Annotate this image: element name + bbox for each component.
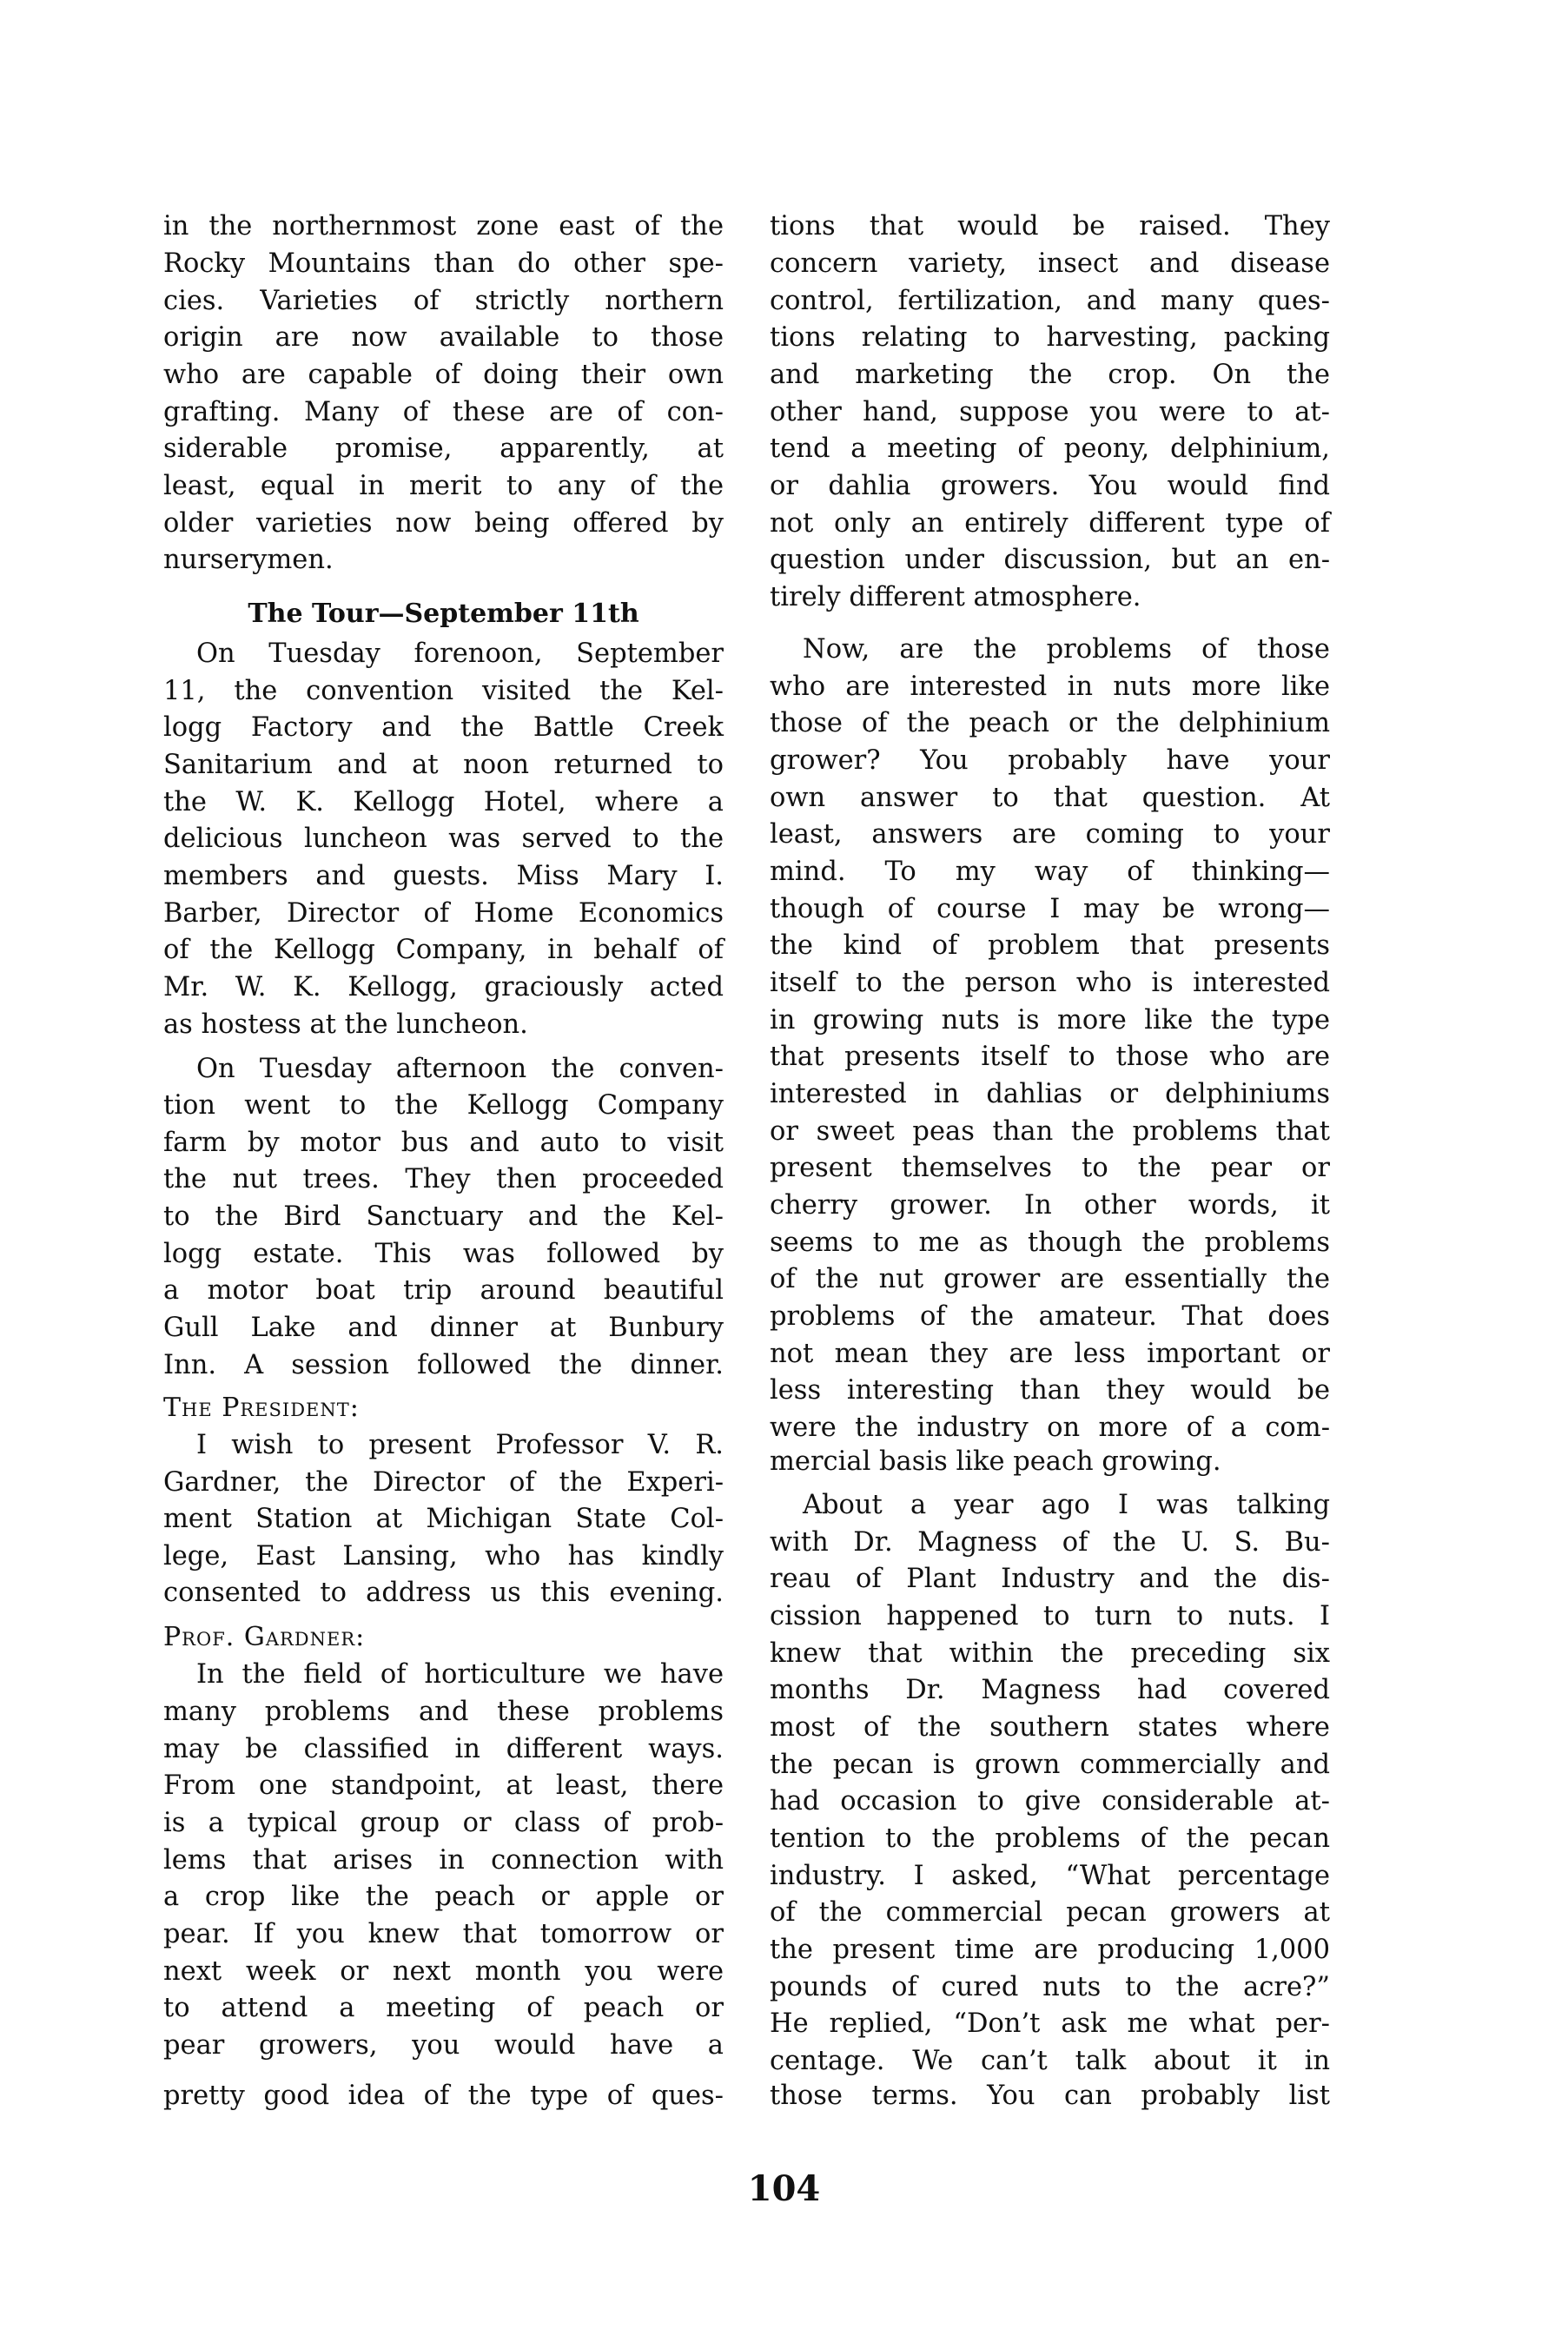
text-line: as hostess at the luncheon. [163, 1009, 528, 1040]
text-line: He replied, “Don’t ask me what per- [770, 2008, 1330, 2039]
text-line: I wish to present Professor V. R. [196, 1430, 724, 1460]
text-line: pear growers, you would have a [163, 2030, 724, 2061]
text-line: the kind of problem that presents [770, 930, 1330, 961]
text-line: had occasion to give considerable at- [770, 1786, 1330, 1816]
text-line: Rocky Mountains than do other spe- [163, 248, 724, 279]
text-line: cission happened to turn to nuts. I [770, 1601, 1330, 1631]
text-line: lems that arises in connection with [163, 1845, 724, 1876]
text-line: were the industry on more of a com- [770, 1413, 1330, 1443]
text-line: cies. Varieties of strictly northern [163, 286, 724, 316]
text-line: in growing nuts is more like the type [770, 1005, 1330, 1036]
text-line: or sweet peas than the problems that [770, 1116, 1330, 1147]
text-line: consented to address us this evening. [163, 1578, 724, 1608]
text-line: Mr. W. K. Kellogg, graciously acted [163, 972, 724, 1002]
text-line: Gardner, the Director of the Experi- [163, 1467, 724, 1498]
text-line: the W. K. Kellogg Hotel, where a [163, 787, 724, 817]
text-line: seems to me as though the problems [770, 1227, 1330, 1258]
text-line: From one standpoint, at least, there [163, 1770, 724, 1801]
text-line: to the Bird Sanctuary and the Kel- [163, 1201, 724, 1232]
text-line: On Tuesday afternoon the conven- [196, 1054, 724, 1084]
text-line: who are interested in nuts more like [770, 672, 1330, 702]
text-line: a crop like the peach or apple or [163, 1882, 724, 1912]
text-line: with Dr. Magness of the U. S. Bu- [770, 1527, 1330, 1558]
text-line: of the nut grower are essentially the [770, 1264, 1330, 1294]
text-line: though of course I may be wrong— [770, 894, 1330, 924]
text-line: Inn. A session followed the dinner. [163, 1350, 724, 1380]
text-line: grafting. Many of these are of con- [163, 397, 724, 427]
text-line: tions that would be raised. They [770, 211, 1330, 242]
speaker-label: The President: [163, 1393, 360, 1423]
text-line: question under discussion, but an en- [770, 545, 1330, 575]
text-line: lege, East Lansing, who has kindly [163, 1541, 724, 1572]
text-line: ment Station at Michigan State Col- [163, 1504, 724, 1534]
text-line: concern variety, insect and disease [770, 248, 1330, 279]
text-line: tions relating to harvesting, packing [770, 322, 1330, 353]
text-line: 11, the convention visited the Kel- [163, 676, 724, 706]
text-line: reau of Plant Industry and the dis- [770, 1564, 1330, 1594]
text-line: who are capable of doing their own [163, 360, 724, 390]
text-line: that presents itself to those who are [770, 1042, 1330, 1072]
text-line: tirely different atmosphere. [770, 582, 1141, 612]
text-line: siderable promise, apparently, at [163, 433, 724, 464]
text-line: of the Kellogg Company, in behalf of [163, 935, 724, 965]
speaker-label: Prof. Gardner: [163, 1622, 366, 1652]
text-line: tend a meeting of peony, delphinium, [770, 433, 1330, 464]
text-line: not mean they are less important or [770, 1339, 1330, 1369]
text-line: In the field of horticulture we have [196, 1659, 724, 1690]
text-line: of the commercial pecan growers at [770, 1897, 1330, 1928]
text-line: pear. If you knew that tomorrow or [163, 1919, 724, 1949]
text-line: tion went to the Kellogg Company [163, 1090, 724, 1121]
text-line: origin are now available to those [163, 322, 724, 353]
text-line: interested in dahlias or delphiniums [770, 1079, 1330, 1109]
text-line: knew that within the preceding six [770, 1638, 1330, 1669]
text-line: Sanitarium and at noon returned to [163, 750, 724, 780]
text-line: least, answers are coming to your [770, 819, 1330, 850]
text-line: to attend a meeting of peach or [163, 1993, 724, 2023]
text-line: industry. I asked, “What percentage [770, 1861, 1330, 1891]
text-line: older varieties now being offered by [163, 508, 724, 539]
text-line: many problems and these problems [163, 1697, 724, 1727]
text-line: less interesting than they would be [770, 1375, 1330, 1406]
section-heading: The Tour—September 11th [248, 599, 639, 629]
text-line: present themselves to the pear or [770, 1153, 1330, 1183]
text-line: a motor boat trip around beautiful [163, 1275, 724, 1306]
text-line: months Dr. Magness had covered [770, 1675, 1330, 1705]
text-line: in the northernmost zone east of the [163, 211, 724, 242]
text-line: tention to the problems of the pecan [770, 1823, 1330, 1854]
text-line: pounds of cured nuts to the acre?” [770, 1972, 1330, 2002]
text-line: other hand, suppose you were to at- [770, 397, 1330, 427]
text-line: those of the peach or the delphinium [770, 708, 1330, 738]
text-line: those terms. You can probably list [770, 2081, 1330, 2111]
text-line: control, fertilization, and many ques- [770, 286, 1330, 316]
text-line: own answer to that question. At [770, 783, 1330, 813]
text-line: next week or next month you were [163, 1956, 724, 1987]
text-line: is a typical group or class of prob- [163, 1808, 724, 1838]
text-line: farm by motor bus and auto to visit [163, 1128, 724, 1158]
text-line: logg estate. This was followed by [163, 1239, 724, 1269]
text-line: delicious luncheon was served to the [163, 824, 724, 854]
text-line: mercial basis like peach growing. [770, 1446, 1221, 1477]
text-line: and marketing the crop. On the [770, 360, 1330, 390]
page-number: 104 [747, 2168, 821, 2209]
text-line: Gull Lake and dinner at Bunbury [163, 1313, 724, 1343]
text-line: or dahlia growers. You would find [770, 471, 1330, 501]
text-line: members and guests. Miss Mary I. [163, 861, 724, 891]
text-line: pretty good idea of the type of ques- [163, 2081, 724, 2111]
text-line: centage. We can’t talk about it in [770, 2046, 1330, 2076]
text-line: mind. To my way of thinking— [770, 857, 1330, 887]
text-line: may be classified in different ways. [163, 1734, 724, 1764]
text-line: logg Factory and the Battle Creek [163, 712, 724, 743]
text-line: About a year ago I was talking [803, 1490, 1330, 1520]
text-line: Barber, Director of Home Economics [163, 898, 724, 929]
text-line: cherry grower. In other words, it [770, 1190, 1330, 1221]
text-line: problems of the amateur. That does [770, 1301, 1330, 1332]
text-line: the nut trees. They then proceeded [163, 1164, 724, 1194]
text-line: not only an entirely different type of [770, 508, 1330, 539]
text-line: most of the southern states where [770, 1712, 1330, 1743]
text-line: Now, are the problems of those [803, 634, 1330, 665]
text-line: least, equal in merit to any of the [163, 471, 724, 501]
text-line: the present time are producing 1,000 [770, 1935, 1330, 1965]
text-line: nurserymen. [163, 545, 334, 575]
text-line: the pecan is grown commercially and [770, 1750, 1330, 1780]
text-line: itself to the person who is interested [770, 968, 1330, 998]
text-line: On Tuesday forenoon, September [196, 639, 724, 669]
text-line: grower? You probably have your [770, 745, 1330, 776]
